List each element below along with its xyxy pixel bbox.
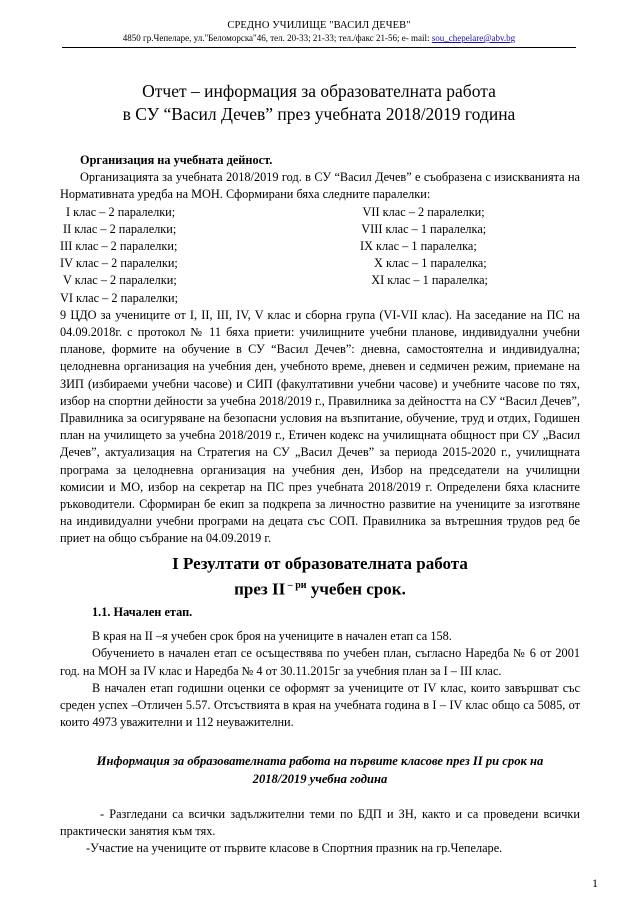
class-row: II клас – 2 паралелки; VIII клас – 1 паралелка; [63, 221, 487, 236]
class-list [60, 204, 580, 307]
address-text: 4850 гр.Чепеларе, ул."Беломорска"46, тел. 20-33; 21-33; тел./факс 21-56; е- mail: [122, 33, 432, 43]
info-heading [60, 752, 580, 788]
class-row: VI клас – 2 паралелки; [60, 290, 179, 305]
primary-p1: В края на II –я учебен срок броя на учениците в начален етап са 158. [92, 629, 452, 644]
letterhead [0, 20, 638, 44]
info-heading-line-1: Информация за образователната работа на първите класове през II ри срок на [96, 754, 544, 768]
primary-p2: Обучението в начален етап се осъществява по учебен план, съгласно Наредба № 6 от 2001 год. на МОН за IV клас и Наредба № 4 от 30.11.2015г за учебния план за I – III клас. [60, 646, 580, 678]
class-row: IV клас – 2 паралелки; X клас – 1 паралелка; [60, 256, 487, 271]
first-grade-activities [60, 806, 580, 858]
section-heading-line-1: I Резултати от образователната работа [172, 554, 468, 573]
primary-p3: В начален етап годишни оценки се оформят за учениците от IV клас, които завършват със среден успех –Отличен 5.57. Отсъствията в края на учебната година в I – IV клас общо са 5085, от които 4973 уважителни и 112 неуважителни. [60, 680, 580, 730]
info-heading-line-2: 2018/2019 учебна година [252, 772, 388, 786]
title-line-2: в СУ “Васил Дечев” през учебната 2018/2019 година [122, 104, 516, 124]
activity-item: - Разгледани са всички задължителни теми по БДП и ЗН, както и са проведени всички практически занятия към тях. [60, 807, 580, 839]
email-link[interactable]: sou_chepelare@abv.bg [431, 33, 516, 43]
activity-item: -Участие на учениците от първите класове в Спортния празник на гр.Чепеларе. [86, 841, 503, 856]
org-paragraph: 9 ЦДО за учениците от I, II, III, IV, V клас и сборна група (VI-VII клас). На заседание на ПС на 04.09.2018г. с протокол № 11 бяха приети: училищните учебни планове, индивидуални учебни планове, формите на обучение в СУ “Васил Дечев”: дневна, самостоятелна и индивидуална; целодневна организация на учебния ден, учебното време, дневен и седмичен режим, приемане на ЗИП (избираеми учебни часове) и СИП (факултативни учебни часове) и учебните часове по тях, избор на спортни дейности за учебна 2018/2019 г., Правилника за дейността на СУ “Васил Дечев”, Правилника за осигуряване на безопасни условия на възпитание, обучение, труд и отдих, Годишен план на училището за учебна 2018/2019 г., Етичен кодекс на училищната общност при СУ „Васил Дечев”, актуализация на Стратегия на СУ „Васил Дечев” за периода 2015-2020 г., училищната програма за целодневна организация на учебния ден, Избор на председатели на училищни комисии и МО, избор на секретар на ПС през учебната 2018/2019 г. Определени бяха класните ръководители. Сформиран бе екип за подкрепа за личностно развитие на учениците за изготвяне на индивидуални учебни програми на децата със СОП. Правилника за вътрешния трудов ред бе приет на общо събрание на 04.09.2019 г. [60, 307, 580, 546]
section-heading [60, 553, 580, 601]
subsection-heading: 1.1. Начален етап. [92, 605, 193, 619]
school-name: СРЕДНО УЧИЛИЩЕ "ВАСИЛ ДЕЧЕВ" [227, 20, 411, 31]
title-line-1: Отчет – информация за образователната работа [142, 81, 496, 101]
section-heading-line-2: през II $^{- ри}$ учебен срок. [234, 579, 406, 599]
class-row: I клас – 2 паралелки; VII клас – 2 паралелки; [66, 204, 485, 219]
class-row: V клас – 2 паралелки; XI клас – 1 паралелка; [63, 273, 488, 288]
page-number: 1 [592, 876, 598, 890]
class-row: III клас – 2 паралелки; IX клас – 1 паралелка; [60, 239, 477, 254]
organization-section [60, 152, 580, 548]
org-intro: Организацията за учебната 2018/2019 год. в СУ “Васил Дечев” е съобразена с изискванията на Нормативната уредба на МОН. Сформирани бяха следните паралелки: [60, 170, 580, 202]
primary-stage-section [60, 604, 580, 731]
org-heading: Организация на учебната дейност. [80, 153, 273, 167]
school-address [0, 32, 638, 44]
document-title [0, 80, 638, 126]
header-divider [62, 47, 576, 48]
